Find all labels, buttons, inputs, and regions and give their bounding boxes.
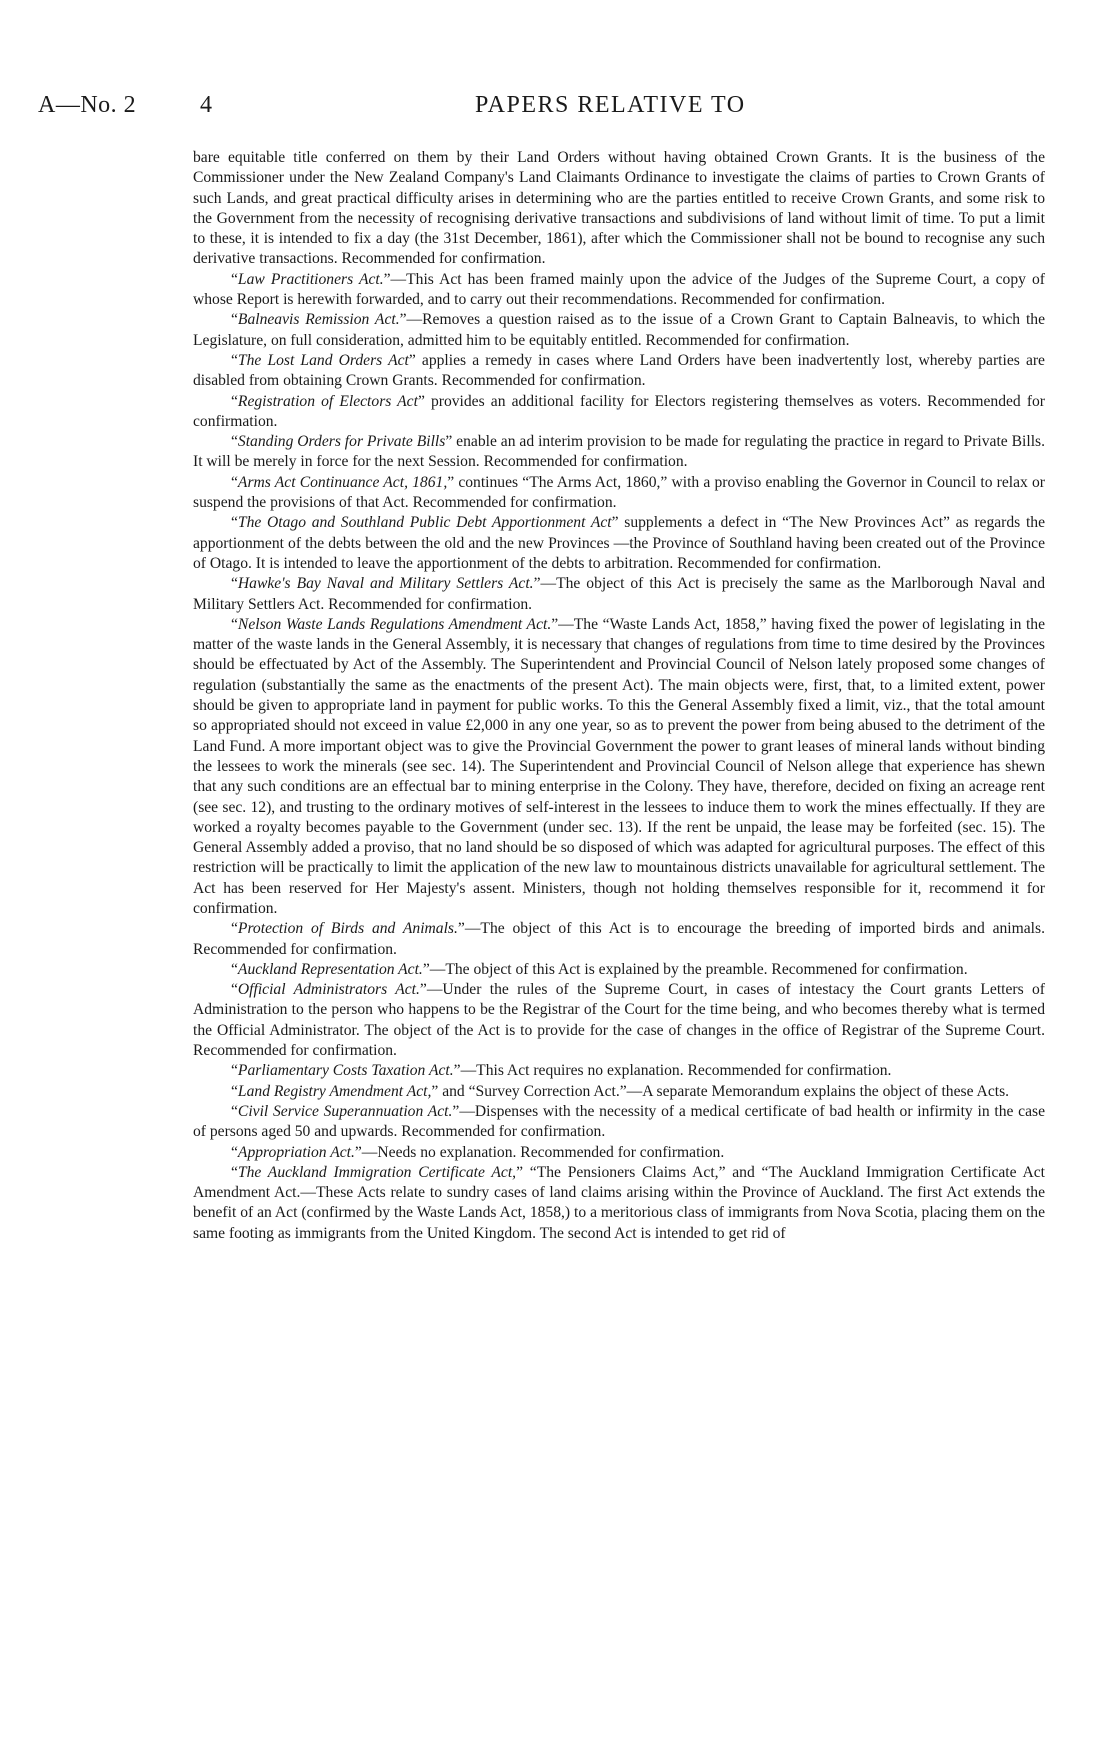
- paragraph: “Law Practitioners Act.”—This Act has been framed mainly upon the advice of the Judges of the Supreme Court, a copy of whose Report is herewith forwarded, and to carry out their recommendations. Recommended for confirmation.: [193, 270, 1045, 309]
- act-title: Official Administrators Act.: [237, 981, 420, 999]
- page-number: 4: [200, 92, 212, 118]
- act-title: Appropriation Act.: [237, 1143, 355, 1161]
- paragraph: “Registration of Electors Act” provides an additional facility for Electors registering themselves as voters. Recommended for confirmation.: [193, 392, 1046, 430]
- paragraph: “Civil Service Superannuation Act.”—Dispenses with the necessity of a medical certificate of bad health or infirmity in the case of persons aged 50 and upwards. Recommended for confirmation.: [193, 1102, 1045, 1141]
- page-header: [0, 92, 1114, 126]
- act-title: Protection of Birds and Animals.: [237, 920, 458, 938]
- act-title: Land Registry Amendment Act,: [237, 1082, 432, 1100]
- act-title: Civil Service Superannuation Act.: [237, 1102, 453, 1120]
- paragraph: “Arms Act Continuance Act, 1861,” continues “The Arms Act, 1860,” with a proviso enabling the Governor in Council to relax or suspend the provisions of that Act. Recommended for confirmation.: [193, 473, 1046, 512]
- series-label: A—No. 2: [38, 92, 137, 118]
- paragraph: “Land Registry Amendment Act,” and “Survey Correction Act.”—A separate Memorandum explains the object of these Acts.: [231, 1082, 1010, 1100]
- paragraph: “Auckland Representation Act.”—The object of this Act is explained by the preamble. Recommened for confirmation.: [231, 960, 968, 978]
- paragraph: “Official Administrators Act.”—Under the rules of the Supreme Court, in cases of intestacy the Court grants Letters of Administration to the person who happens to be the Registrar of the Court for the time being, and who becomes thereby what is termed the Official Administrator. The object of the Act is to provide for the case of changes in the office of Registrar of the Supreme Court. Recommended for confirmation.: [193, 981, 1045, 1060]
- act-title: The Otago and Southland Public Debt Apportionment Act: [237, 514, 612, 532]
- paragraph: “Protection of Birds and Animals.”—The object of this Act is to encourage the breeding of imported birds and animals. Recommended for confirmation.: [193, 920, 1045, 958]
- running-title: PAPERS RELATIVE TO: [475, 92, 746, 118]
- body-text: [193, 148, 1045, 1244]
- paragraph: “Appropriation Act.”—Needs no explanation. Recommended for confirmation.: [231, 1143, 725, 1161]
- act-title: Arms Act Continuance Act, 1861,: [237, 473, 448, 491]
- act-title: Balneavis Remission Act.: [237, 311, 400, 329]
- act-title: Law Practitioners Act.: [237, 270, 384, 288]
- paragraph: “Hawke's Bay Naval and Military Settlers Act.”—The object of this Act is precisely the same as the Marlborough Naval and Military Settlers Act. Recommended for confirmation.: [193, 575, 1045, 613]
- paragraph: bare equitable title conferred on them by their Land Orders without having obtained Crown Grants. It is the business of the Commissioner under the New Zealand Company's Land Claimants Ordinance to investigate the claims of parties to Crown Grants of such Lands, and great practical difficulty arises in determining who are the parties entitled to receive Crown Grants, and some risk to the Government from the necessity of recognising derivative transactions and subdivisions of land without limit of time. To put a limit to these, it is intended to fix a day (the 31st December, 1861), after which the Commissioner shall not be bound to recognise any such derivative transactions. Recommended for confirmation.: [193, 149, 1045, 268]
- paragraph: “Standing Orders for Private Bills” enable an ad interim provision to be made for regulating the practice in regard to Private Bills. It will be merely in force for the next Session. Recommended for confirmation.: [193, 433, 1045, 471]
- act-title: The Lost Land Orders Act: [237, 351, 409, 369]
- act-title: Auckland Representation Act.: [237, 960, 423, 978]
- act-title: Parliamentary Costs Taxation Act.: [237, 1062, 454, 1080]
- act-title: Standing Orders for Private Bills: [237, 433, 446, 451]
- paragraph: “The Otago and Southland Public Debt Apportionment Act” supplements a defect in “The New Provinces Act” as regards the apportionment of the debts between the old and the new Provinces —the Province of Southland having been created out of the Province of Otago. It is intended to leave the apportionment of the debts to arbitration. Recommended for confirmation.: [193, 514, 1045, 572]
- paragraph: “The Auckland Immigration Certificate Act,” “The Pensioners Claims Act,” and “The Auckland Immigration Certificate Act Amendment Act.—These Acts relate to sundry cases of land claims arising within the Province of Auckland. The first Act extends the benefit of an Act (confirmed by the Waste Lands Act, 1858,) to a meritorious class of immigrants from Nova Scotia, placing them on the same footing as immigrants from the United Kingdom. The second Act is intended to get rid of: [193, 1163, 1045, 1242]
- act-title: The Auckland Immigration Certificate Act,: [237, 1163, 517, 1181]
- act-title: Registration of Electors Act: [237, 392, 418, 410]
- paragraph: “The Lost Land Orders Act” applies a remedy in cases where Land Orders have been inadvertently lost, whereby parties are disabled from obtaining Crown Grants. Recommended for confirmation.: [193, 351, 1045, 390]
- act-title: Nelson Waste Lands Regulations Amendment Act.: [237, 615, 552, 633]
- paragraph: “Balneavis Remission Act.”—Removes a question raised as to the issue of a Crown Grant to Captain Balneavis, to which the Legislature, on full consideration, admitted him to be equitably entitled. Recommended for confirmation.: [193, 311, 1045, 349]
- act-title: Hawke's Bay Naval and Military Settlers Act.: [237, 575, 534, 593]
- paragraph: “Nelson Waste Lands Regulations Amendment Act.”—The “Waste Lands Act, 1858,” having fixed the power of legislating in the matter of the waste lands in the General Assembly, it is necessary that changes of regulations from time to time desired by the Provinces should be effectuated by Act of the Assembly. The Superintendent and Provincial Council of Nelson lately proposed some changes of regulation (substantially the same as the enactments of the present Act). The main objects were, first, that, to a limited extent, power should be given to appropriate land in payment for public works. To this the General Assembly fixed a limit, viz., that the total amount so appropriated should not exceed in value £2,000 in any one year, so as to prevent the power from being abused to the detriment of the Land Fund. A more important object was to give the Provincial Government the power to grant leases of mineral lands without binding the lessees to work the minerals (see sec. 14). The Superintendent and Provincial Council of Nelson allege that experience has shewn that any such conditions are an effectual bar to mining enterprise in the Colony. They have, therefore, decided on fixing an acreage rent (see sec. 12), and trusting to the ordinary motives of self-interest in the lessees to induce them to work the mines effectually. If they are worked a royalty becomes payable to the Government (under sec. 13). If the rent be unpaid, the lease may be forfeited (sec. 15). The General Assembly added a proviso, that no land should be so disposed of which was adapted for agricultural purposes. The effect of this restriction will be practically to limit the application of the new law to mountainous districts unavailable for agricultural settlement. The Act has been reserved for Her Majesty's assent. Ministers, though not holding themselves responsible for it, recommend it for confirmation.: [193, 615, 1046, 917]
- paragraph: “Parliamentary Costs Taxation Act.”—This Act requires no explanation. Recommended for confirmation.: [231, 1062, 892, 1080]
